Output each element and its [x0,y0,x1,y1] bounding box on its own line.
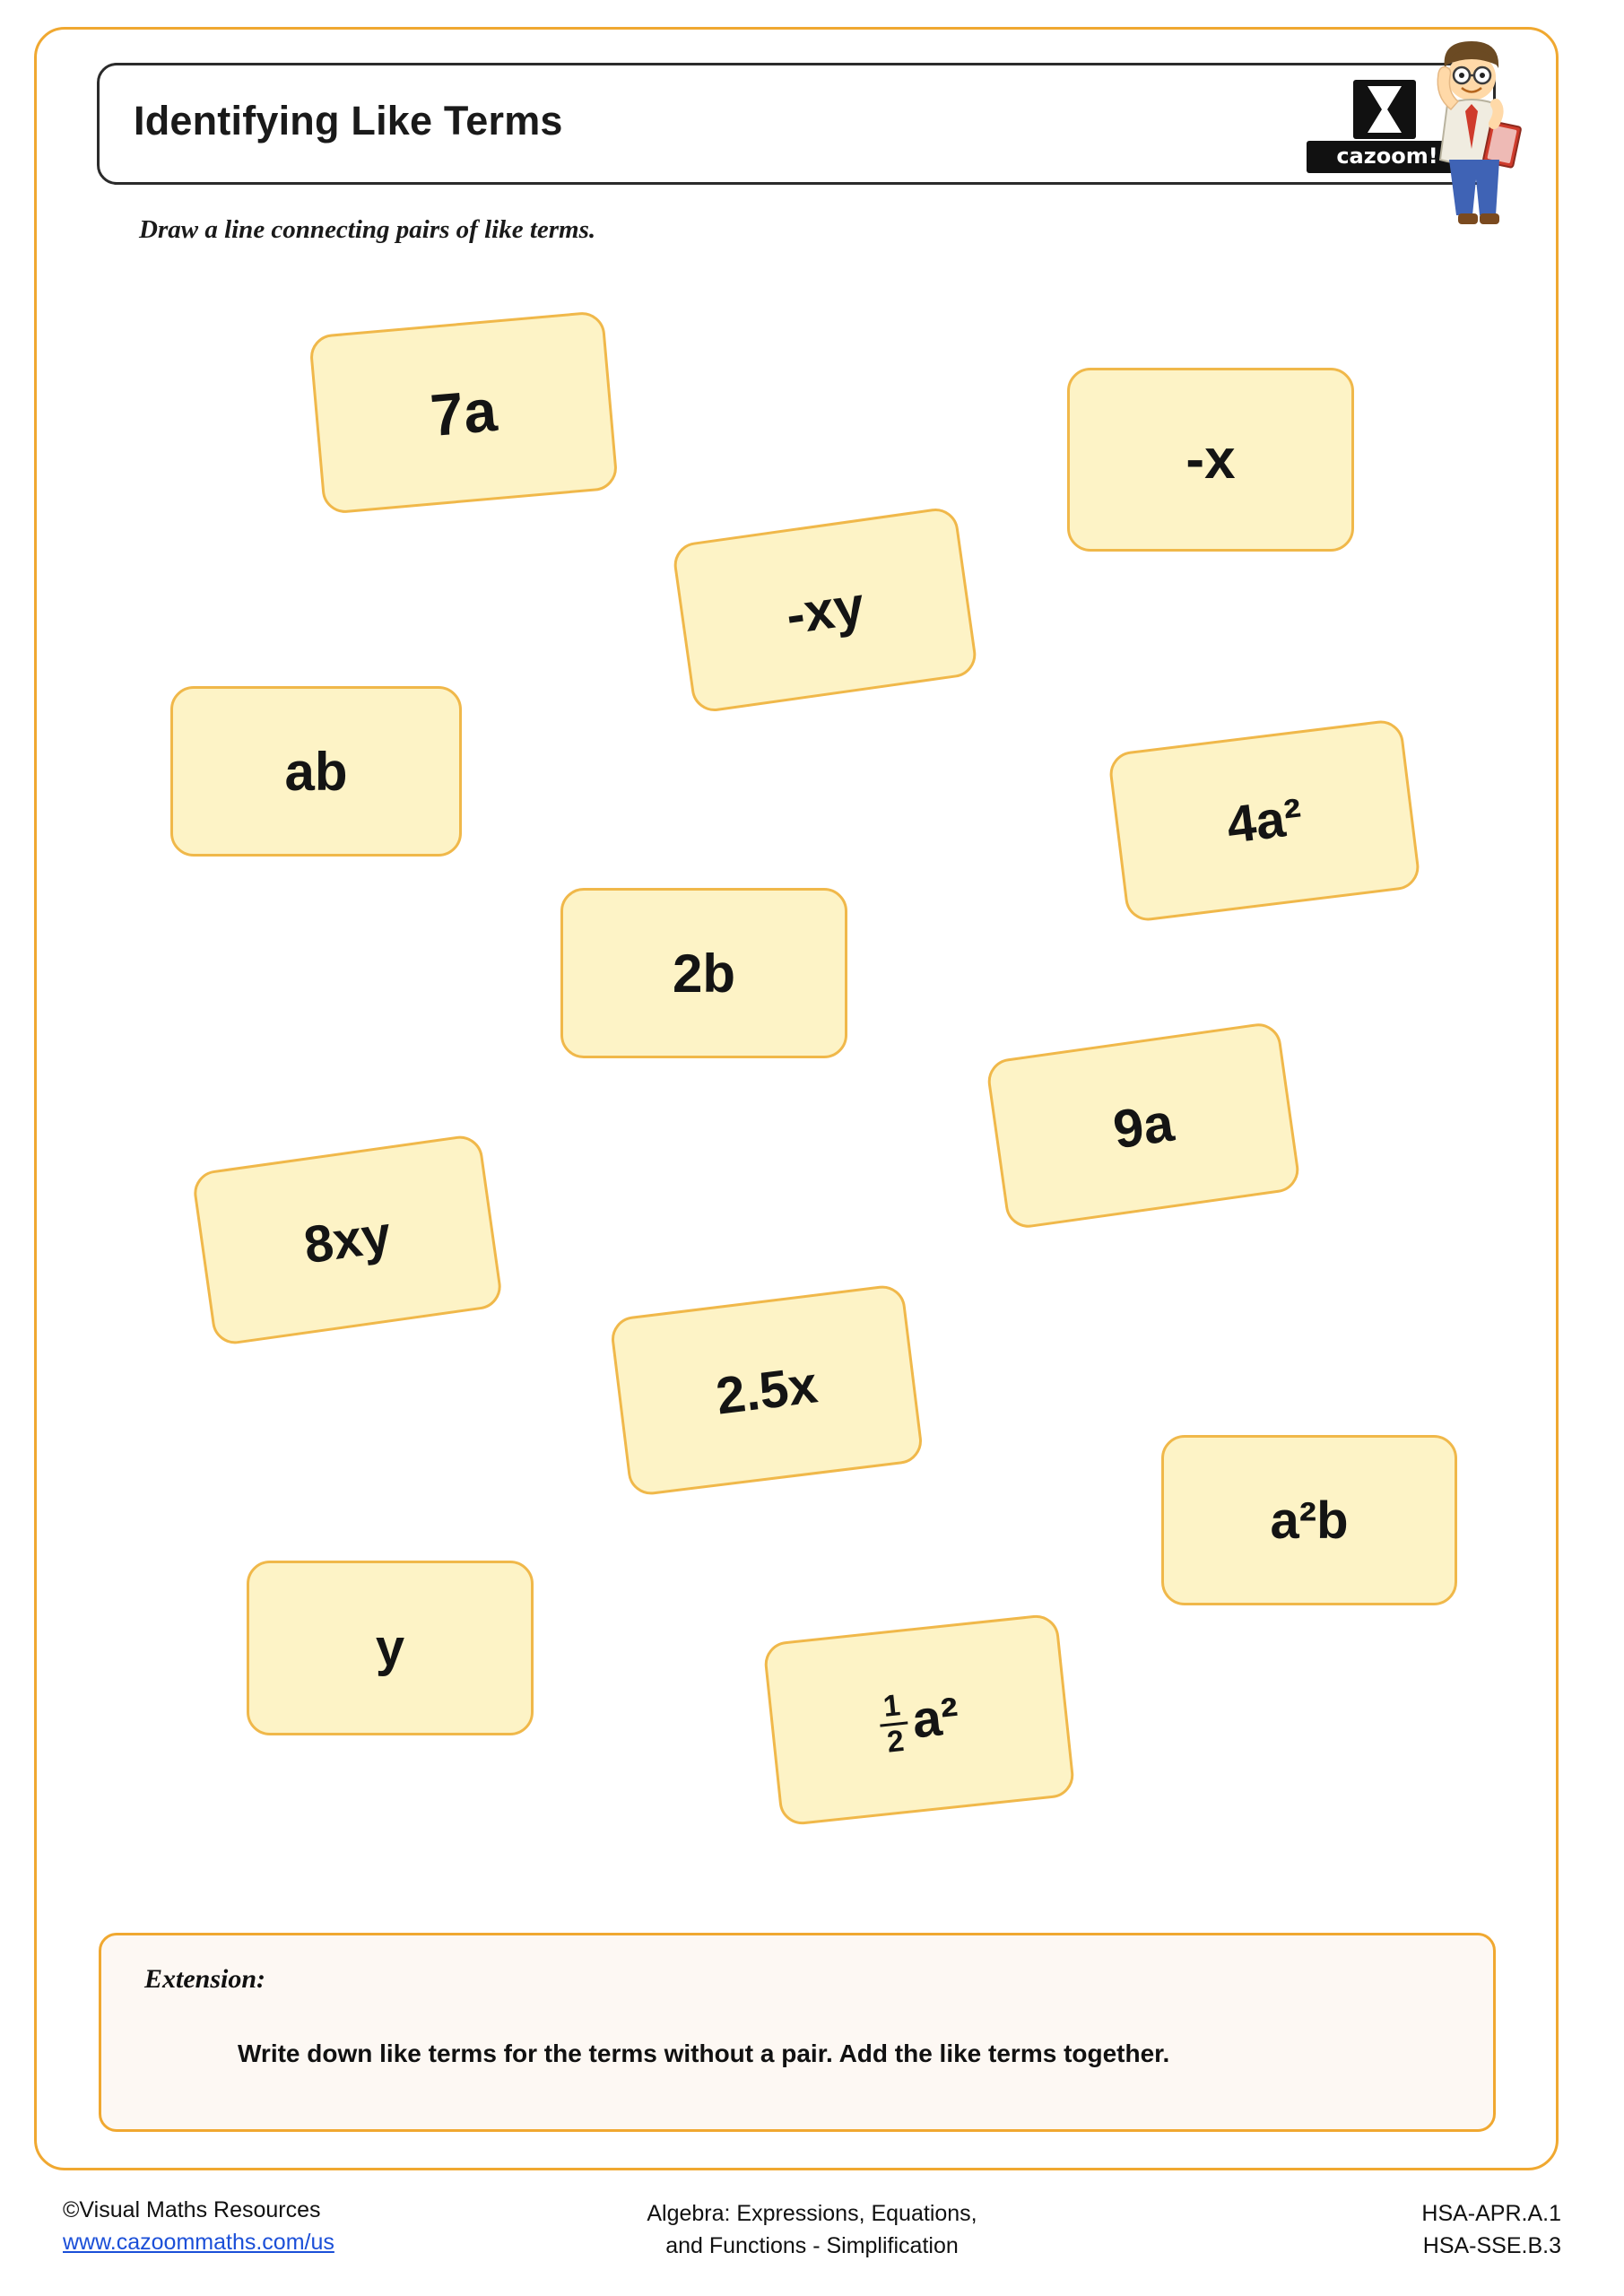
term-label: 9a [1109,1091,1177,1160]
term-label: 4a² [1223,787,1306,855]
term-label: -xy [782,574,868,646]
term-7a[interactable] [308,310,619,515]
term-2b[interactable] [560,888,847,1058]
term-label: 2b [672,943,736,1004]
fraction-one-half: $\frac{1}{2}$ [876,1690,910,1760]
footer-topic-line2: and Functions - Simplification [665,2233,959,2258]
term-label: 7a [428,376,499,449]
term-label: a²b [1270,1491,1349,1550]
term-half-a2[interactable] [762,1613,1076,1826]
page-title: Identifying Like Terms [134,98,563,144]
term-label: ab [284,741,348,802]
extension-label: Extension: [144,1964,266,1994]
term-a2b[interactable] [1161,1435,1457,1605]
footer-topic-line1: Algebra: Expressions, Equations, [647,2201,977,2226]
instruction-text: Draw a line connecting pairs of like terms. [139,215,596,244]
footer [0,2197,1624,2296]
title-bar [97,63,1496,185]
footer-copyright: ©Visual Maths Resources [63,2197,321,2222]
footer-standards-codes [1421,2197,1561,2262]
hourglass-icon [1353,80,1416,139]
term-label: a² [909,1686,962,1750]
footer-code-1: HSA-APR.A.1 [1421,2201,1561,2226]
worksheet-page-border [34,27,1559,2170]
term-neg-x[interactable] [1067,368,1354,552]
term-label: -x [1185,429,1236,491]
term-label: 2.5x [713,1354,821,1426]
footer-website-link[interactable]: www.cazoommaths.com/us [63,2230,334,2255]
footer-topic [0,2197,1624,2262]
teacher-mascot-icon [1415,34,1532,258]
footer-code-2: HSA-SSE.B.3 [1422,2233,1561,2258]
logo-wordmark: cazoom! [1307,141,1468,173]
extension-text: Write down like terms for the terms without a pair. Add the like terms together. [238,2039,1170,2067]
term-label: y [375,1619,405,1677]
term-4a2[interactable] [1107,718,1422,924]
term-label: 8xy [300,1205,395,1275]
extension-box [99,1933,1496,2132]
term-ab[interactable] [170,686,462,857]
term-2-5x[interactable] [609,1283,925,1498]
term-y[interactable] [247,1561,534,1735]
